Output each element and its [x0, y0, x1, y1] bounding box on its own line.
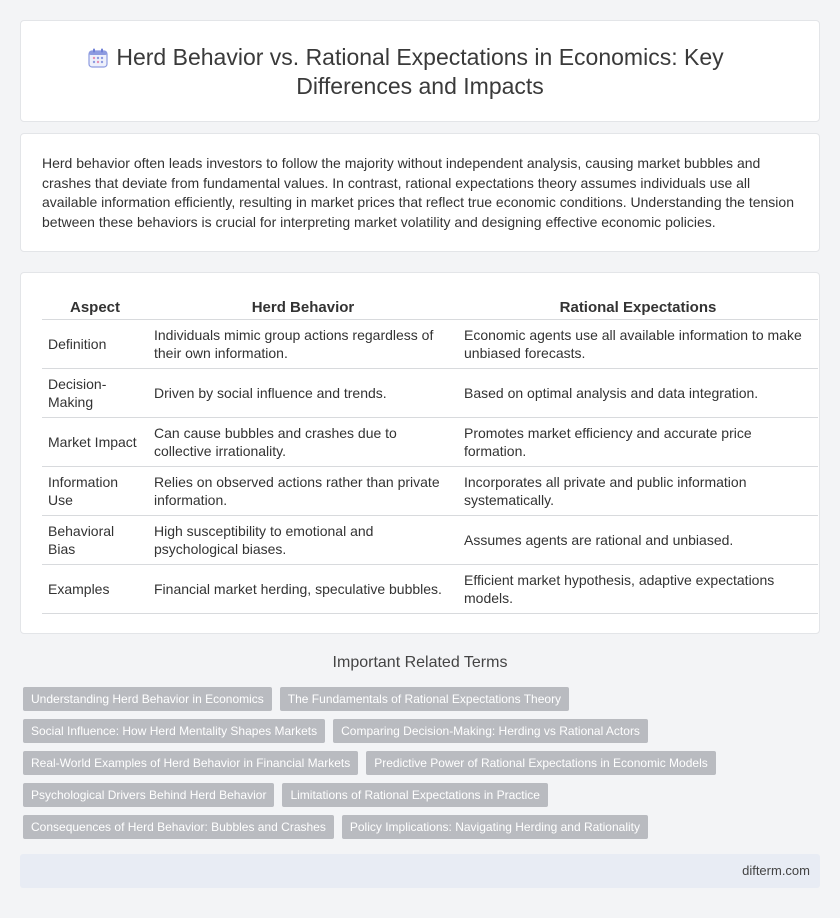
related-terms-list: [23, 687, 803, 847]
site-link[interactable]: difterm.com: [742, 863, 810, 878]
footer-bar: [20, 854, 820, 888]
related-term-tag[interactable]: Policy Implications: Navigating Herding and Rationality: [342, 815, 648, 839]
related-term-tag[interactable]: Real-World Examples of Herd Behavior in Financial Markets: [23, 751, 358, 775]
related-term-tag[interactable]: Social Influence: How Herd Mentality Shapes Markets: [23, 719, 325, 743]
table-row: [42, 368, 818, 417]
herd-cell: Can cause bubbles and crashes due to collective irrationality.: [148, 417, 458, 466]
rational-cell: Efficient market hypothesis, adaptive expectations models.: [458, 564, 818, 613]
aspect-cell: Behavioral Bias: [42, 515, 148, 564]
table-row: [42, 319, 818, 368]
aspect-cell: Definition: [42, 319, 148, 368]
page-title: Herd Behavior vs. Rational Expectations in Economics: Key Differences and Impacts: [116, 44, 724, 99]
tag-row: [23, 751, 803, 775]
tag-row: [23, 719, 803, 743]
related-term-tag[interactable]: Psychological Drivers Behind Herd Behavior: [23, 783, 274, 807]
herd-cell: High susceptibility to emotional and psychological biases.: [148, 515, 458, 564]
table-row: [42, 564, 818, 613]
related-term-tag[interactable]: Predictive Power of Rational Expectations in Economic Models: [366, 751, 716, 775]
related-term-tag[interactable]: Limitations of Rational Expectations in Practice: [282, 783, 547, 807]
column-header-herd-behavior: Herd Behavior: [148, 297, 458, 319]
table-row: [42, 515, 818, 564]
rational-cell: Promotes market efficiency and accurate price formation.: [458, 417, 818, 466]
table-row: [42, 417, 818, 466]
comparison-card: [20, 272, 820, 634]
aspect-cell: Examples: [42, 564, 148, 613]
title-card: [20, 20, 820, 122]
aspect-cell: Decision-Making: [42, 368, 148, 417]
herd-cell: Driven by social influence and trends.: [148, 368, 458, 417]
herd-cell: Individuals mimic group actions regardless of their own information.: [148, 319, 458, 368]
comparison-table: [42, 297, 818, 614]
related-terms-heading: Important Related Terms: [332, 654, 508, 671]
herd-cell: Financial market herding, speculative bubbles.: [148, 564, 458, 613]
aspect-cell: Market Impact: [42, 417, 148, 466]
table-row: [42, 466, 818, 515]
column-header-aspect: Aspect: [42, 297, 148, 319]
related-term-tag[interactable]: The Fundamentals of Rational Expectations Theory: [280, 687, 569, 711]
tag-row: [23, 815, 803, 839]
tag-row: [23, 687, 803, 711]
related-term-tag[interactable]: Understanding Herd Behavior in Economics: [23, 687, 272, 711]
rational-cell: Based on optimal analysis and data integration.: [458, 368, 818, 417]
table-header-row: [42, 297, 818, 319]
rational-cell: Economic agents use all available information to make unbiased forecasts.: [458, 319, 818, 368]
intro-paragraph: Herd behavior often leads investors to follow the majority without independent analysis, causing market bubbles and crashes that deviate from fundamental values. In contrast, rational expectations theory assumes individuals use all available information efficiently, resulting in market prices that reflect true economic conditions. Understanding the tension between these behaviors is crucial for interpreting market volatility and designing effective economic policies.: [42, 155, 794, 230]
rational-cell: Assumes agents are rational and unbiased.: [458, 515, 818, 564]
aspect-cell: Information Use: [42, 466, 148, 515]
tag-row: [23, 783, 803, 807]
related-term-tag[interactable]: Consequences of Herd Behavior: Bubbles and Crashes: [23, 815, 334, 839]
rational-cell: Incorporates all private and public information systematically.: [458, 466, 818, 515]
column-header-rational-expectations: Rational Expectations: [458, 297, 818, 319]
herd-cell: Relies on observed actions rather than private information.: [148, 466, 458, 515]
related-term-tag[interactable]: Comparing Decision-Making: Herding vs Rational Actors: [333, 719, 648, 743]
intro-card: [20, 133, 820, 252]
